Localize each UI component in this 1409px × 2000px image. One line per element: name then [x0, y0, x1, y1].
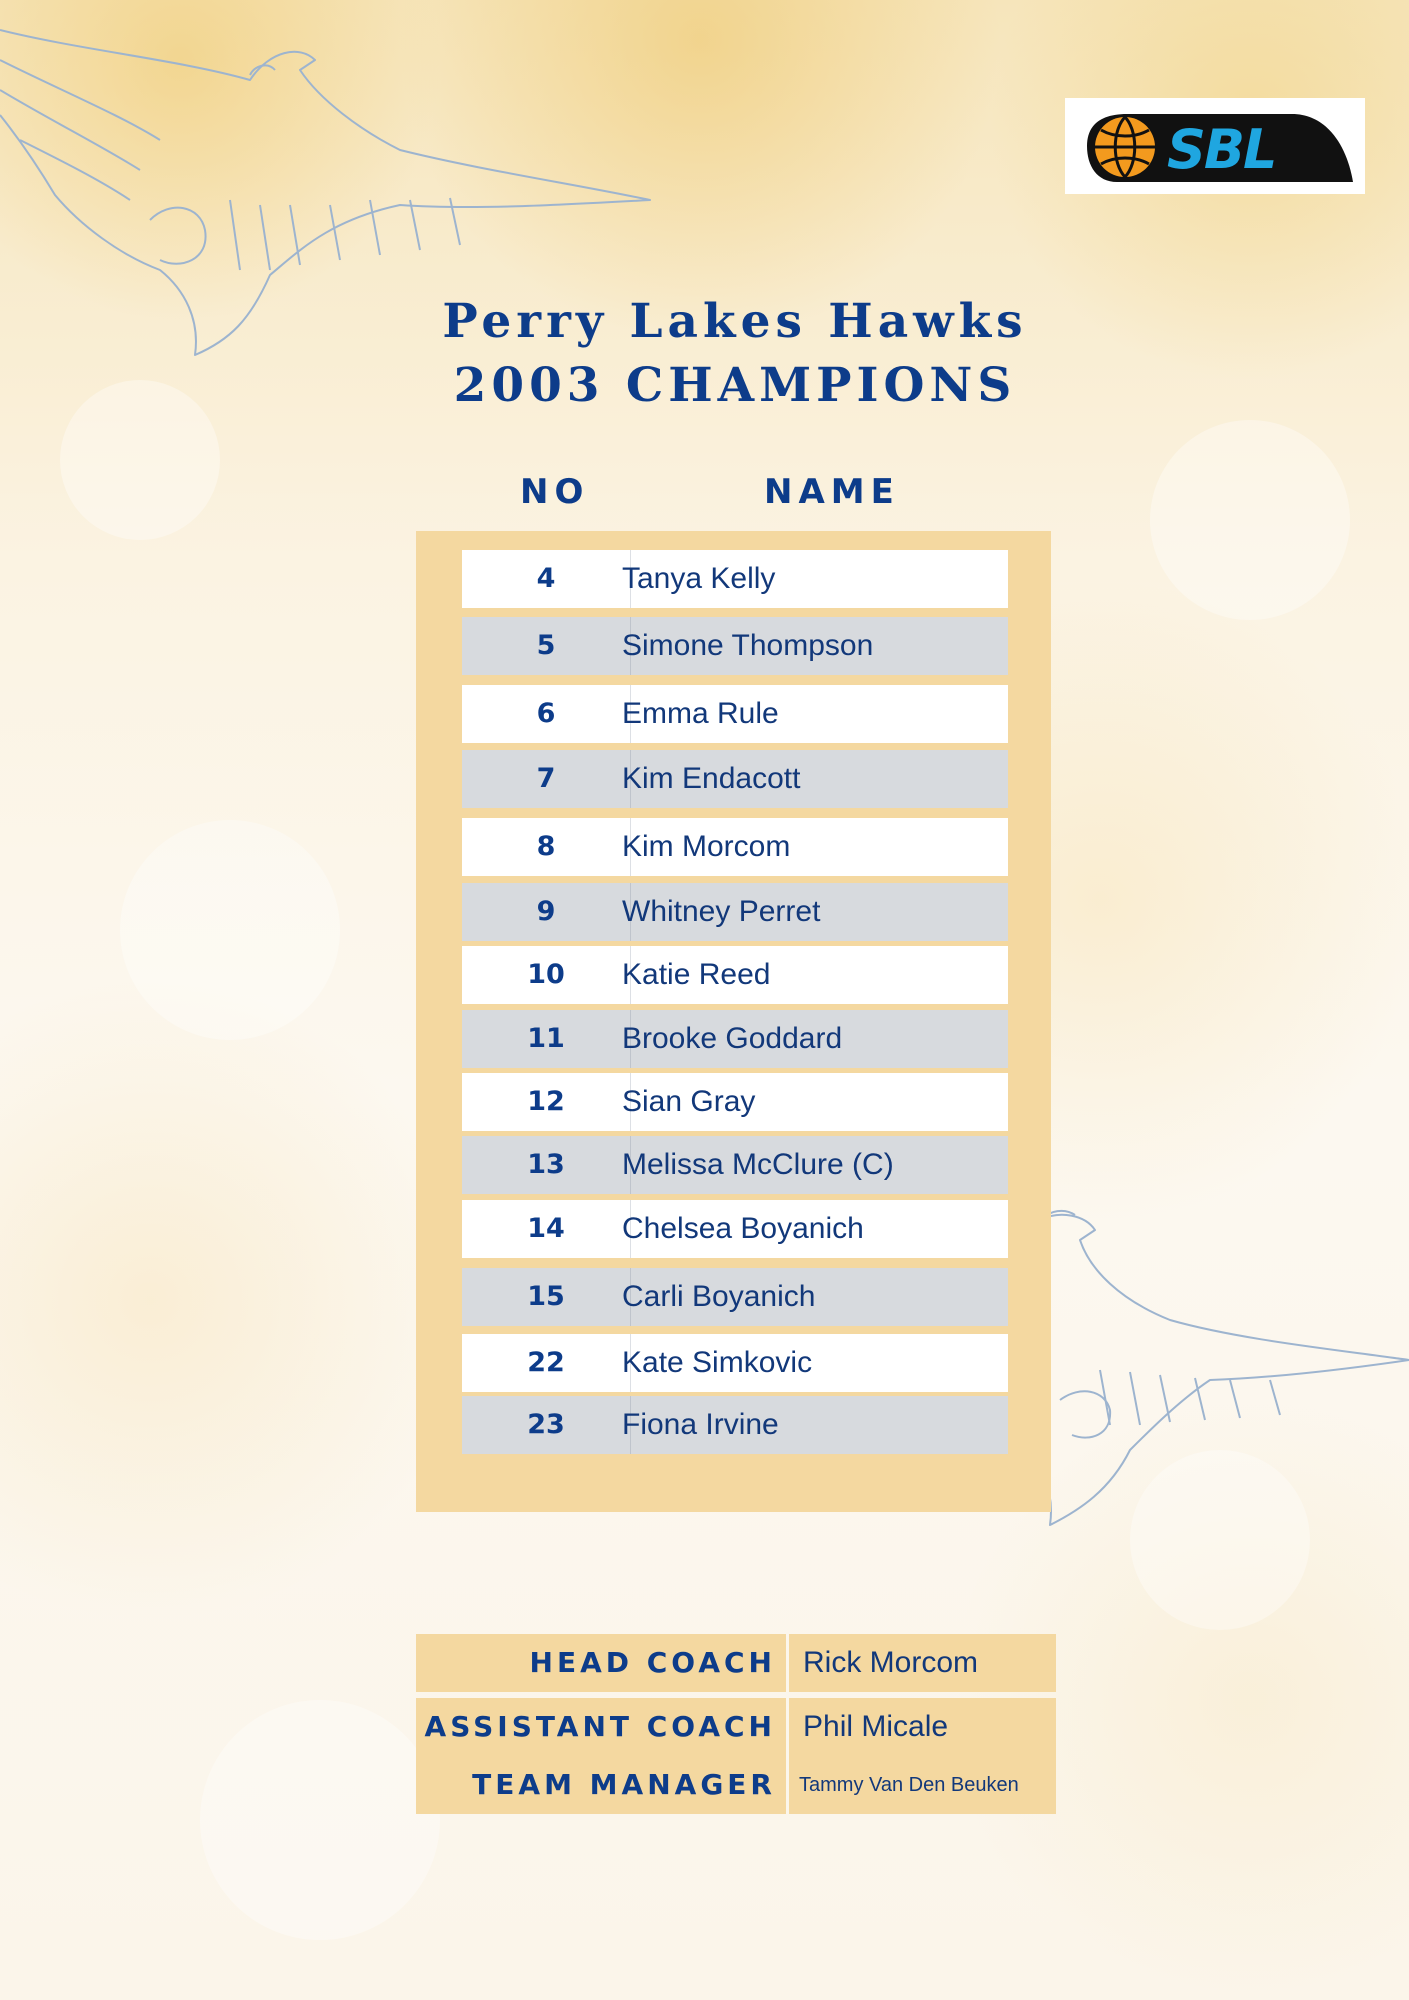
player-number: 13 [527, 1149, 565, 1180]
player-name: Emma Rule [622, 697, 779, 730]
player-name: Melissa McClure (C) [622, 1148, 894, 1181]
player-number: 9 [536, 896, 556, 927]
sbl-logo [1065, 98, 1365, 194]
player-name: Fiona Irvine [622, 1408, 779, 1441]
player-name: Brooke Goddard [622, 1022, 843, 1055]
roster-row [462, 946, 1008, 1004]
roster-row [462, 750, 1008, 808]
title-champions: 2003 CHAMPIONS [453, 358, 1017, 413]
player-number: 15 [527, 1281, 565, 1312]
player-number: 10 [527, 959, 565, 990]
player-number: 7 [536, 763, 556, 794]
roster-row [462, 1010, 1008, 1068]
logo-text: SBL [1167, 118, 1276, 181]
staff-role: HEAD COACH [416, 1634, 786, 1692]
column-header-number: NO [520, 472, 590, 512]
player-number: 5 [536, 630, 556, 661]
roster-row [462, 883, 1008, 941]
roster-row [462, 617, 1008, 675]
bokeh-decoration [1150, 420, 1350, 620]
staff-row-head-coach [416, 1634, 1056, 1692]
roster-row [462, 685, 1008, 743]
staff-name: Rick Morcom [789, 1634, 1056, 1692]
player-name: Kate Simkovic [622, 1346, 813, 1379]
player-name: Carli Boyanich [622, 1280, 816, 1313]
player-number: 4 [536, 563, 556, 594]
bokeh-decoration [60, 380, 220, 540]
player-number: 14 [527, 1213, 565, 1244]
staff-role: ASSISTANT COACH [416, 1698, 786, 1756]
staff-role: TEAM MANAGER [416, 1756, 786, 1814]
player-name: Kim Morcom [622, 830, 791, 863]
staff-row-assistant-coach [416, 1698, 1056, 1756]
player-number: 23 [527, 1409, 565, 1440]
player-number: 12 [527, 1086, 565, 1117]
staff-row-team-manager [416, 1756, 1056, 1814]
player-name: Kim Endacott [622, 762, 801, 795]
roster-row [462, 1268, 1008, 1326]
player-number: 6 [536, 698, 556, 729]
player-name: Simone Thompson [622, 629, 874, 662]
player-name: Sian Gray [622, 1085, 756, 1118]
bokeh-decoration [200, 1700, 440, 1940]
roster-row [462, 550, 1008, 608]
roster-row [462, 1334, 1008, 1392]
roster-row [462, 1396, 1008, 1454]
staff-name: Tammy Van Den Beuken [789, 1756, 1056, 1814]
roster-row [462, 1073, 1008, 1131]
player-number: 22 [527, 1347, 565, 1378]
bokeh-decoration [120, 820, 340, 1040]
title-team: Perry Lakes Hawks [442, 294, 1028, 349]
roster-row [462, 818, 1008, 876]
player-name: Tanya Kelly [622, 562, 776, 595]
column-header-name: NAME [764, 472, 900, 512]
roster-row [462, 1200, 1008, 1258]
basketball-icon [1095, 117, 1155, 177]
player-number: 11 [527, 1023, 565, 1054]
player-name: Chelsea Boyanich [622, 1212, 864, 1245]
player-name: Katie Reed [622, 958, 771, 991]
page-title [300, 290, 1170, 418]
player-name: Whitney Perret [622, 895, 821, 928]
roster-row [462, 1136, 1008, 1194]
player-number: 8 [536, 831, 556, 862]
staff-name: Phil Micale [789, 1698, 1056, 1756]
